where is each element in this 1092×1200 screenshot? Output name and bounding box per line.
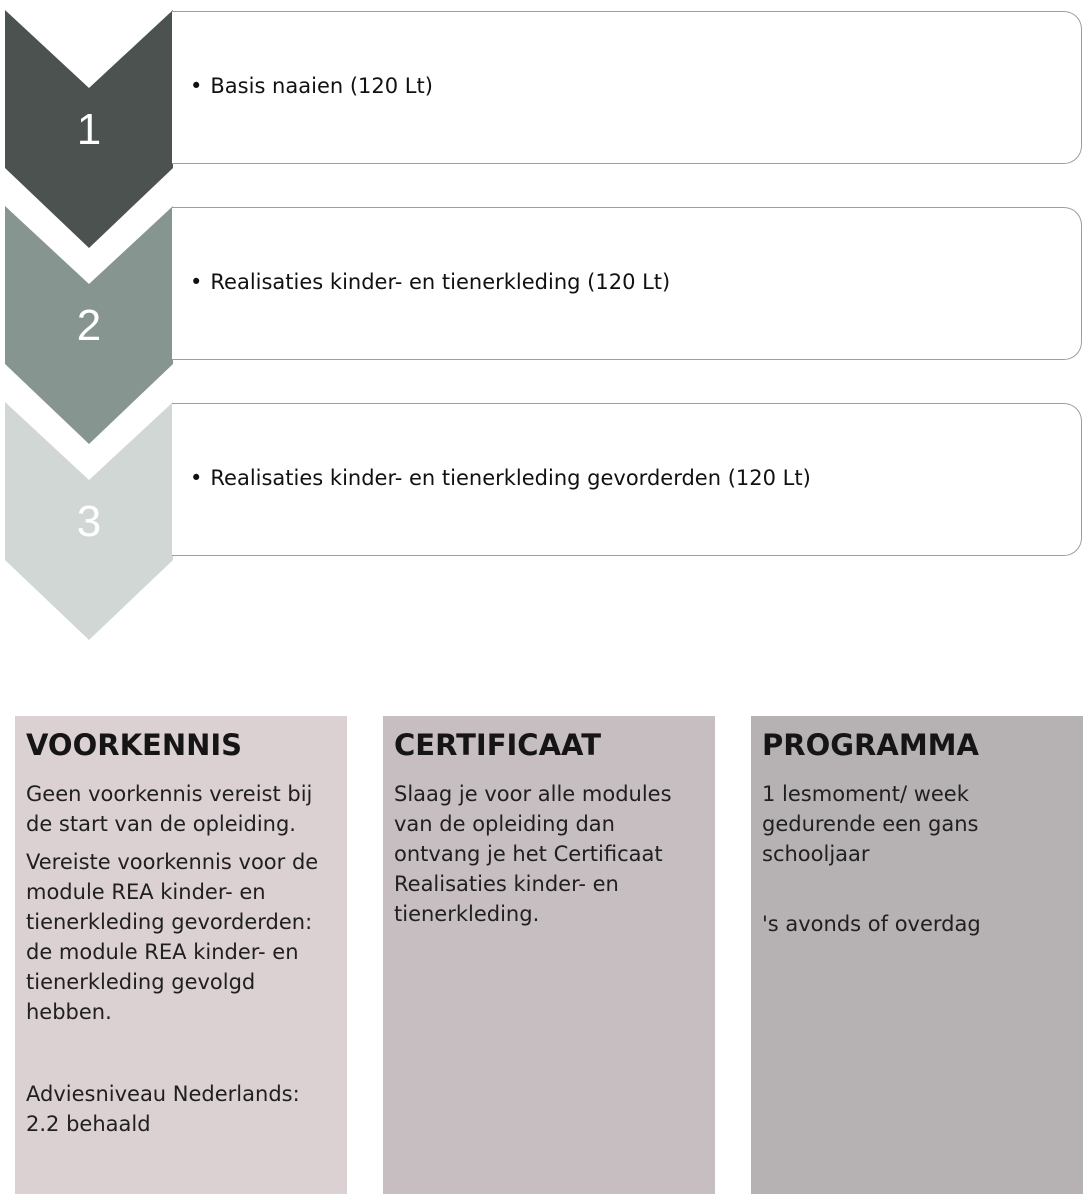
card-text-programma-2: 's avonds of overdag: [762, 911, 981, 936]
card-title-programma: PROGRAMMA: [762, 728, 979, 762]
card-voorkennis: [15, 716, 347, 1194]
card-programma: [751, 716, 1083, 1194]
card-text-certificaat-1: Slaag je voor alle modules van de opleiding dan ontvang je het Certificaat Realisaties kinder- en tienerkleding.: [394, 781, 672, 926]
step-label-2: Realisaties kinder- en tienerkleding (120 Lt): [210, 270, 671, 294]
card-text-programma-1: 1 lesmoment/ week gedurende een gans schooljaar: [762, 781, 979, 866]
bullet-icon: •: [190, 270, 203, 294]
step-number-1: 1: [76, 105, 102, 154]
card-text-voorkennis-1: Geen voorkennis vereist bij de start van de opleiding.: [26, 781, 313, 836]
step-number-3: 3: [76, 497, 102, 546]
card-text-voorkennis-3: Adviesniveau Nederlands: 2.2 behaald: [26, 1081, 300, 1136]
step-text-1: [190, 74, 433, 98]
step-number-2: 2: [76, 301, 102, 350]
step-label-1: Basis naaien (120 Lt): [210, 74, 433, 98]
card-title-certificaat: CERTIFICAAT: [394, 728, 601, 762]
bullet-icon: •: [190, 74, 203, 98]
step-label-3: Realisaties kinder- en tienerkleding gevorderden (120 Lt): [210, 466, 811, 490]
bullet-icon: •: [190, 466, 203, 490]
card-text-voorkennis-2: Vereiste voorkennis voor de module REA kinder- en tienerkleding gevorderden: de module REA kinder- en tienerkleding gevolgd hebben.: [26, 849, 319, 1024]
step-text-2: [190, 270, 670, 294]
step-text-3: [190, 466, 811, 490]
card-certificaat: [383, 716, 715, 1194]
card-title-voorkennis: VOORKENNIS: [26, 728, 243, 762]
